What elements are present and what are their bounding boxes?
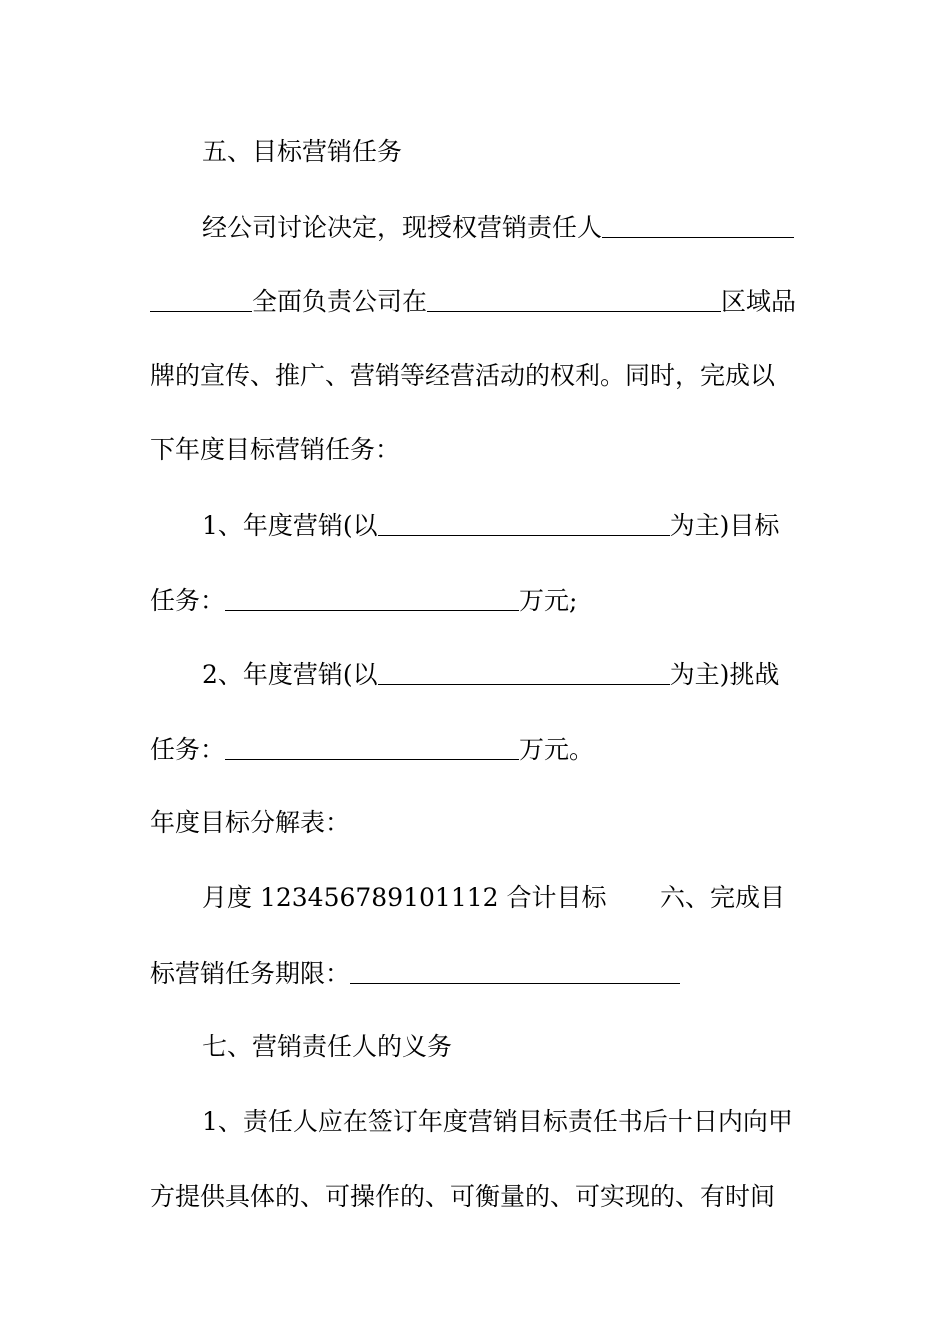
item-1-line-2-text-a: 任务：: [150, 586, 226, 615]
section-6-heading-text-b: 标营销任务期限：: [150, 959, 351, 988]
item-2-line-1: [202, 654, 779, 694]
section-5-heading-text: 五、目标营销任务: [202, 137, 403, 166]
item-2-product-blank: [378, 656, 670, 685]
paragraph-1-line-3-text: 牌的宣传、推广、营销等经营活动的权利。同时，完成以: [150, 361, 776, 390]
paragraph-1-line-2: [150, 281, 796, 321]
section-7-heading: [202, 1027, 452, 1067]
table-row-text: 月度 123456789101112 合计目标: [202, 883, 607, 912]
item-1-line-2-text-b: 万元;: [519, 586, 578, 615]
item-2-line-1-text-b: 为主)挑战: [669, 660, 780, 689]
table-row: [202, 878, 606, 918]
item-1-line-2: [150, 580, 577, 620]
paragraph-1-line-2-text-b: 区域品: [721, 287, 797, 316]
item-2-line-1-text-a: 2、年度营销(以: [202, 660, 378, 689]
item-2-amount-blank: [225, 731, 519, 760]
region-blank: [427, 283, 721, 312]
paragraph-1-line-4: [150, 430, 400, 470]
section-6-heading-text-a: 六、完成目: [660, 883, 786, 912]
item-1-line-1-text-b: 为主)目标: [669, 511, 780, 540]
duty-1-line-1-text: 1、责任人应在签订年度营销目标责任书后十日内向甲: [202, 1107, 793, 1136]
item-2-line-2-text-a: 任务：: [150, 735, 226, 764]
paragraph-1-line-4-text: 下年度目标营销任务：: [150, 435, 401, 464]
duty-1-line-1: [202, 1102, 793, 1142]
responsible-person-blank: [602, 209, 794, 238]
responsible-person-blank-cont: [150, 283, 252, 312]
item-1-line-1: [202, 505, 779, 545]
table-title: [150, 803, 350, 843]
item-1-line-1-text-a: 1、年度营销(以: [202, 511, 378, 540]
paragraph-1-line-1: [202, 207, 794, 247]
section-6-heading-line-1: [660, 878, 785, 918]
section-5-heading: [202, 132, 402, 172]
paragraph-1-line-1-text: 经公司讨论决定，现授权营销责任人: [202, 213, 603, 242]
item-2-line-2: [150, 729, 594, 769]
item-2-line-2-text-b: 万元。: [519, 735, 595, 764]
deadline-blank: [350, 955, 680, 984]
paragraph-1-line-3: [150, 356, 775, 396]
item-1-product-blank: [378, 507, 670, 536]
duty-1-line-2-text: 方提供具体的、可操作的、可衡量的、可实现的、有时间: [150, 1182, 776, 1211]
paragraph-1-line-2-text-a: 全面负责公司在: [252, 287, 428, 316]
duty-1-line-2: [150, 1177, 775, 1217]
section-6-heading-line-2: [150, 953, 680, 993]
item-1-amount-blank: [225, 582, 519, 611]
table-title-text: 年度目标分解表：: [150, 808, 351, 837]
section-7-heading-text: 七、营销责任人的义务: [202, 1032, 453, 1061]
